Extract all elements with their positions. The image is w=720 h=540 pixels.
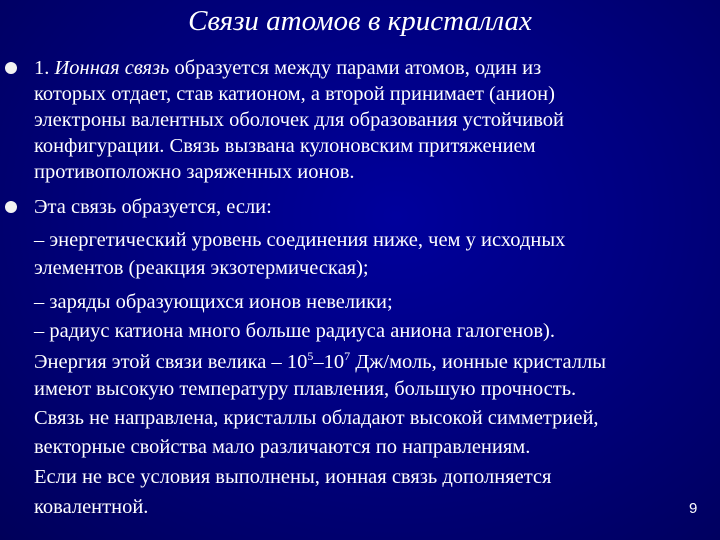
energy-exponent-1: 5 [307, 349, 314, 364]
bullet2-energy-line [34, 349, 606, 375]
bullet1-line-2: которых отдает, став катионом, а второй принимает (анион) [34, 83, 555, 105]
bullet2-line-10: Если не все условия выполнены, ионная связь дополняется [34, 466, 552, 488]
bullet-dot-1 [5, 62, 17, 74]
slide-title: Связи атомов в кристаллах [188, 5, 532, 37]
bullet2-line-3: элементов (реакция экзотермическая); [34, 257, 369, 279]
energy-suffix: Дж/моль, ионные кристаллы [350, 351, 607, 373]
bullet2-line-8: Связь не направлена, кристаллы обладают высокой симметрией, [34, 407, 599, 429]
energy-exponent-2: 7 [344, 349, 351, 364]
bullet2-line-11: ковалентной. [34, 496, 149, 518]
energy-prefix: Энергия этой связи велика – 10 [34, 351, 308, 373]
bullet1-line-5: противоположно заряженных ионов. [34, 161, 355, 183]
bullet2-line-2: – энергетический уровень соединения ниже, чем у исходных [34, 229, 566, 251]
bullet2-line-1: Эта связь образуется, если: [34, 196, 272, 218]
bullet1-line-3: электроны валентных оболочек для образования устойчивой [34, 109, 564, 131]
page-number: 9 [689, 500, 698, 517]
energy-dash: –10 [313, 351, 345, 373]
bullet2-line-9: векторные свойства мало различаются по направлениям. [34, 436, 531, 458]
bullet-dot-2 [5, 201, 17, 213]
bullet2-line-5: – радиус катиона много больше радиуса аниона галогенов). [34, 320, 555, 342]
bullet1-line-1 [34, 55, 541, 81]
bullet1-number: 1. [34, 57, 55, 79]
bullet2-line-4: – заряды образующихся ионов невелики; [34, 291, 393, 313]
bullet1-line-1-rest: образуется между парами атомов, один из [169, 57, 542, 79]
bullet1-line-4: конфигурации. Связь вызвана кулоновским притяжением [34, 135, 536, 157]
bullet2-line-7: имеют высокую температуру плавления, большую прочность. [34, 378, 577, 400]
ionic-bond-term: Ионная связь [54, 57, 170, 79]
